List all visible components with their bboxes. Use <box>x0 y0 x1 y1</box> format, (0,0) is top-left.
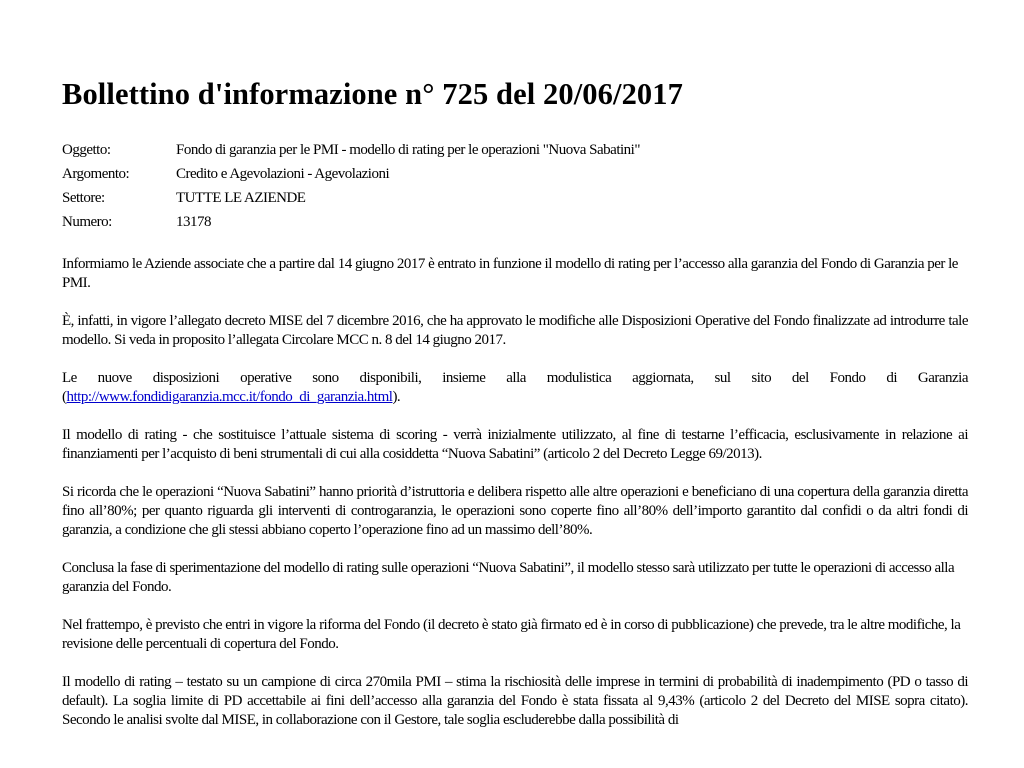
settore-label: Settore: <box>62 190 105 206</box>
paragraph-rating-model: Il modello di rating - che sostituisce l’attuale sistema di scoring - verrà inizialmente utilizzato, al fine di testarne l’efficacia, esclusivamente in relazione ai finanziamenti per l’acquisto di beni strumentali di cui alla cosiddetta “Nuova Sabatini” (articolo 2 del Decreto Legge 69/2013). <box>62 427 968 462</box>
meta-row-argomento <box>62 162 968 186</box>
numero-value: 13178 <box>176 214 211 230</box>
oggetto-label: Oggetto: <box>62 142 111 158</box>
bulletin-body <box>62 255 968 730</box>
bulletin-page <box>62 74 968 749</box>
meta-row-oggetto <box>62 138 968 162</box>
paragraph-intro: Informiamo le Aziende associate che a partire dal 14 giugno 2017 è entrato in funzione il modello di rating per l’accesso alla garanzia del Fondo di Garanzia per le PMI. <box>62 256 958 291</box>
argomento-label: Argomento: <box>62 166 130 182</box>
settore-value: TUTTE LE AZIENDE <box>176 190 306 206</box>
oggetto-value: Fondo di garanzia per le PMI - modello di rating per le operazioni "Nuova Sabatini" <box>176 142 640 158</box>
metadata-block <box>62 138 968 234</box>
fondo-garanzia-link[interactable]: http://www.fondidigaranzia.mcc.it/fondo_di_garanzia.html <box>66 389 393 405</box>
paragraph-experimentation: Conclusa la fase di sperimentazione del modello di rating sulle operazioni “Nuova Sabatini”, il modello stesso sarà utilizzato per tutte le operazioni di accesso alla garanzia del Fondo. <box>62 560 955 595</box>
paragraph-risk: Il modello di rating – testato su un campione di circa 270mila PMI – stima la rischiosità delle imprese in termini di probabilità di inadempimento (PD o tasso di default). La soglia limite di PD accettabile ai fini dell’accesso alla garanzia del Fondo è stata fissata al 9,43% (articolo 2 del Decreto del MISE sopra citato). Secondo le analisi svolte dal MISE, in collaborazione con il Gestore, tale soglia escluderebbe dalla possibilità di <box>62 674 968 728</box>
numero-label: Numero: <box>62 214 112 230</box>
paragraph-website-text: Le nuove disposizioni operative sono disponibili, insieme alla modulistica aggiornata, sul sito del Fondo di Garanzia ( <box>62 370 968 405</box>
paragraph-reform: Nel frattempo, è previsto che entri in vigore la riforma del Fondo (il decreto è stato già firmato ed è in corso di pubblicazione) che prevede, tra le altre modifiche, la revisione delle percentuali di copertura del Fondo. <box>62 617 961 652</box>
argomento-value: Credito e Agevolazioni - Agevolazioni <box>176 166 390 182</box>
meta-row-settore <box>62 186 968 210</box>
page-title: Bollettino d'informazione n° 725 del 20/06/2017 <box>62 77 683 111</box>
meta-row-numero <box>62 210 968 234</box>
paragraph-website-end: ). <box>392 389 401 405</box>
paragraph-website <box>62 369 968 407</box>
paragraph-decree: È, infatti, in vigore l’allegato decreto MISE del 7 dicembre 2016, che ha approvato le modifiche alle Disposizioni Operative del Fondo finalizzate ad introdurre tale modello. Si veda in proposito l’allegata Circolare MCC n. 8 del 14 giugno 2017. <box>62 313 968 348</box>
paragraph-priority: Si ricorda che le operazioni “Nuova Sabatini” hanno priorità d’istruttoria e delibera rispetto alle altre operazioni e beneficiano di una copertura della garanzia diretta fino all’80%; per quanto riguarda gli interventi di controgaranzia, le operazioni sono coperte fino all’80% dell’importo garantito dal confidi o da altri fondi di garanzia, a condizione che gli stessi abbiano coperto l’operazione fino ad un massimo dell’80%. <box>62 484 968 538</box>
